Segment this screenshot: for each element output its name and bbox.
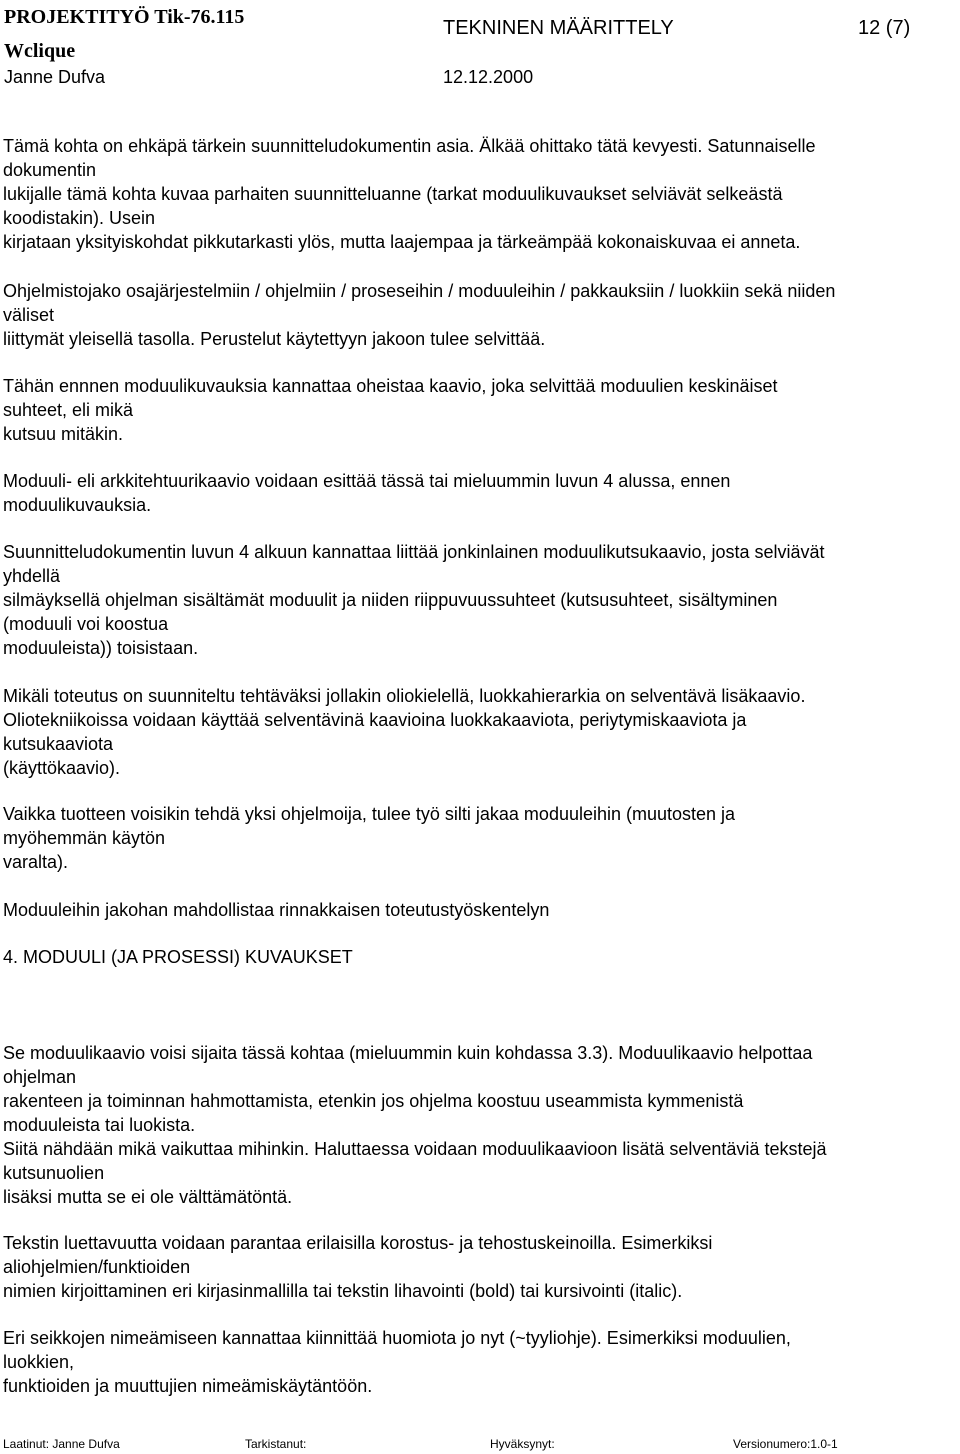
team-name: Wclique	[4, 40, 76, 62]
text-line: Eri seikkojen nimeämiseen kannattaa kiinnittää huomiota jo nyt (~tyyliohje). Esimerkiksi moduulien,	[3, 1328, 791, 1348]
text-line: kirjataan yksityiskohdat pikkutarkasti ylös, mutta laajempaa ja tärkeämpää kokonaiskuvaa ei anneta.	[3, 232, 801, 252]
page-number: 12 (7)	[858, 17, 911, 39]
paragraph-2	[3, 279, 958, 351]
text-line: Suunnitteludokumentin luvun 4 alkuun kannattaa liittää jonkinlainen moduulikutsukaavio, josta selviävät	[3, 542, 825, 562]
paragraph-6	[3, 684, 958, 780]
text-line: aliohjelmien/funktioiden	[3, 1257, 191, 1277]
text-line: väliset	[3, 305, 55, 325]
text-line: moduuleista tai luokista.	[3, 1115, 196, 1135]
project-title: PROJEKTITYÖ Tik-76.115	[4, 6, 245, 28]
text-line: Siitä nähdään mikä vaikuttaa mihinkin. Haluttaessa voidaan moduulikaavioon lisätä selventäviä tekstejä	[3, 1139, 827, 1159]
text-line: Oliotekniikoissa voidaan käyttää selventävinä kaavioina luokkakaaviota, periytymiskaaviota ja	[3, 710, 747, 730]
text-line: luokkien,	[3, 1352, 75, 1372]
text-line: (moduuli voi koostua	[3, 614, 169, 634]
text-line: Ohjelmistojako osajärjestelmiin / ohjelmiin / proseseihin / moduuleihin / pakkauksiin / luokkiin sekä niiden	[3, 281, 836, 301]
paragraph-8	[3, 898, 958, 922]
paragraph-11	[3, 1326, 958, 1398]
footer-checked-by: Tarkistanut:	[245, 1437, 307, 1451]
text-line: varalta).	[3, 852, 69, 872]
text-line: yhdellä	[3, 566, 61, 586]
text-line: moduulikuvauksia.	[3, 495, 152, 515]
text-line: liittymät yleisellä tasolla. Perustelut käytettyyn jakoon tulee selvittää.	[3, 329, 546, 349]
text-line: ohjelman	[3, 1067, 77, 1087]
section-heading	[3, 945, 958, 969]
paragraph-1	[3, 134, 958, 254]
text-line: lukijalle tämä kohta kuvaa parhaiten suunnitteluanne (tarkat moduulikuvaukset selviävät selkeästä	[3, 184, 783, 204]
text-line: suhteet, eli mikä	[3, 400, 134, 420]
text-line: Moduuli- eli arkkitehtuurikaavio voidaan esittää tässä tai mieluummin luvun 4 alussa, ennen	[3, 471, 731, 491]
footer-approved-by: Hyväksynyt:	[490, 1437, 555, 1451]
text-line: (käyttökaavio).	[3, 758, 121, 778]
document-type-heading: TEKNINEN MÄÄRITTELY	[443, 17, 674, 39]
text-line: Moduuleihin jakohan mahdollistaa rinnakkaisen toteutustyöskentelyn	[3, 900, 550, 920]
paragraph-4	[3, 469, 958, 517]
footer-version: Versionumero:1.0-1	[733, 1437, 838, 1451]
text-line: rakenteen ja toiminnan hahmottamista, etenkin jos ohjelma koostuu useammista kymmenistä	[3, 1091, 744, 1111]
text-line: Mikäli toteutus on suunniteltu tehtäväksi jollakin oliokielellä, luokkahierarkia on selventävä lisäkaavio.	[3, 686, 806, 706]
footer-prepared-by: Laatinut: Janne Dufva	[3, 1437, 120, 1451]
text-line: Tekstin luettavuutta voidaan parantaa erilaisilla korostus- ja tehostuskeinoilla. Esimerkiksi	[3, 1233, 713, 1253]
text-line: myöhemmän käytön	[3, 828, 166, 848]
text-line: Vaikka tuotteen voisikin tehdä yksi ohjelmoija, tulee työ silti jakaa moduuleihin (muutosten ja	[3, 804, 736, 824]
text-line: koodistakin). Usein	[3, 208, 156, 228]
text-line: nimien kirjoittaminen eri kirjasinmallilla tai tekstin lihavointi (bold) tai kursivointi (italic).	[3, 1281, 683, 1301]
section-title: 4. MODUULI (JA PROSESSI) KUVAUKSET	[3, 947, 353, 967]
text-line: lisäksi mutta se ei ole välttämätöntä.	[3, 1187, 293, 1207]
paragraph-5	[3, 540, 958, 660]
text-line: kutsukaaviota	[3, 734, 114, 754]
text-line: moduuleista)) toisistaan.	[3, 638, 199, 658]
text-line: Tämä kohta on ehkäpä tärkein suunnitteludokumentin asia. Älkää ohittako tätä kevyesti. Satunnaiselle	[3, 136, 816, 156]
paragraph-9	[3, 1041, 958, 1209]
text-line: Tähän ennnen moduulikuvauksia kannattaa oheistaa kaavio, joka selvittää moduulien keskinäiset	[3, 376, 778, 396]
text-line: Se moduulikaavio voisi sijaita tässä kohtaa (mieluummin kuin kohdassa 3.3). Moduulikaavio helpottaa	[3, 1043, 813, 1063]
text-line: kutsuu mitäkin.	[3, 424, 124, 444]
text-line: funktioiden ja muuttujien nimeämiskäytäntöön.	[3, 1376, 373, 1396]
document-date: 12.12.2000	[443, 67, 534, 87]
author-name: Janne Dufva	[4, 67, 106, 87]
paragraph-3	[3, 374, 958, 446]
text-line: dokumentin	[3, 160, 97, 180]
text-line: kutsunuolien	[3, 1163, 105, 1183]
text-line: silmäyksellä ohjelman sisältämät moduulit ja niiden riippuvuussuhteet (kutsusuhteet, sisältyminen	[3, 590, 778, 610]
paragraph-10	[3, 1231, 958, 1303]
paragraph-7	[3, 802, 958, 874]
